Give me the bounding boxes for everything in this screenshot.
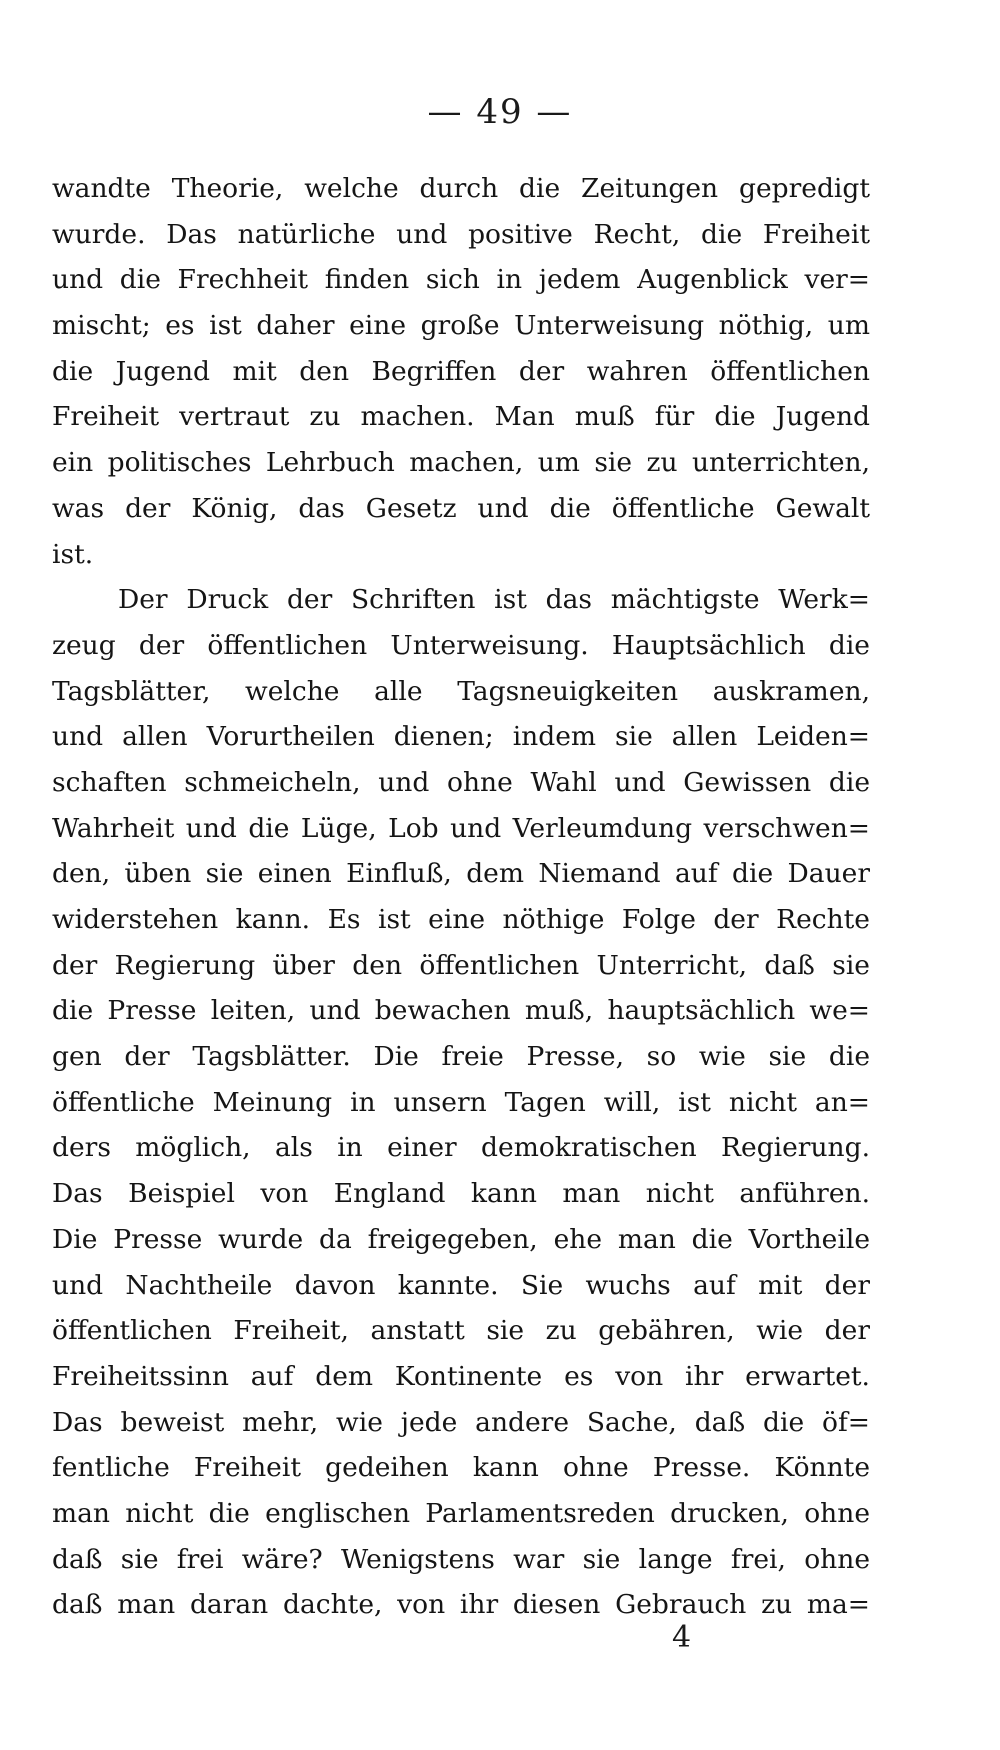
text-line: wurde. Das natürliche und positive Recht, die Freiheit bbox=[52, 218, 870, 250]
text-line: ein politisches Lehrbuch machen, um sie zu unterrichten, bbox=[52, 447, 870, 479]
text-line: widerstehen kann. Es ist eine nöthige Folge der Rechte bbox=[52, 904, 870, 935]
text-line: ders möglich, als in einer demokratischen Regierung. bbox=[52, 1132, 870, 1164]
text-line: den, üben sie einen Einfluß, dem Niemand auf die Dauer bbox=[52, 858, 870, 890]
text-line: öffentliche Meinung in unsern Tagen will, ist nicht an= bbox=[52, 1086, 870, 1118]
body-text bbox=[52, 166, 870, 1628]
text-line: daß sie frei wäre? Wenigstens war sie lange frei, ohne bbox=[52, 1543, 870, 1575]
text-line: schaften schmeicheln, und ohne Wahl und Gewissen die bbox=[52, 766, 870, 798]
text-line: daß man daran dachte, von ihr diesen Gebrauch zu ma= bbox=[52, 1589, 870, 1621]
page-number: — 49 — bbox=[427, 92, 573, 132]
text-line: Tagsblätter, welche alle Tagsneuigkeiten auskramen, bbox=[52, 675, 870, 707]
signature-mark: 4 bbox=[672, 1620, 692, 1655]
text-line: mischt; es ist daher eine große Unterweisung nöthig, um bbox=[52, 310, 870, 342]
text-line: die Jugend mit den Begriffen der wahren öffentlichen bbox=[52, 355, 870, 387]
text-line: und Nachtheile davon kannte. Sie wuchs auf mit der bbox=[52, 1269, 870, 1301]
text-line: und die Frechheit finden sich in jedem Augenblick ver= bbox=[52, 264, 870, 296]
text-line: zeug der öffentlichen Unterweisung. Hauptsächlich die bbox=[52, 629, 870, 661]
text-line: Das beweist mehr, wie jede andere Sache, daß die öf= bbox=[52, 1406, 870, 1438]
text-line: was der König, das Gesetz und die öffentliche Gewalt bbox=[52, 492, 870, 524]
text-line: Freiheit vertraut zu machen. Man muß für die Jugend bbox=[52, 401, 870, 433]
text-line: Wahrheit und die Lüge, Lob und Verleumdung verschwen= bbox=[52, 812, 870, 844]
text-line: Das Beispiel von England kann man nicht anführen. bbox=[52, 1178, 870, 1210]
text-line: öffentlichen Freiheit, anstatt sie zu gebähren, wie der bbox=[52, 1315, 870, 1347]
text-line: Der Druck der Schriften ist das mächtigste Werk= bbox=[118, 584, 870, 616]
text-line: gen der Tagsblätter. Die freie Presse, so wie sie die bbox=[52, 1041, 870, 1073]
text-line: fentliche Freiheit gedeihen kann ohne Presse. Könnte bbox=[52, 1452, 870, 1484]
text-line: ist. bbox=[52, 538, 94, 570]
text-line: wandte Theorie, welche durch die Zeitungen gepredigt bbox=[52, 173, 870, 204]
text-line: der Regierung über den öffentlichen Unterricht, daß sie bbox=[52, 949, 870, 981]
text-line: und allen Vorurtheilen dienen; indem sie allen Leiden= bbox=[52, 721, 870, 753]
text-line: die Presse leiten, und bewachen muß, hauptsächlich we= bbox=[52, 995, 870, 1027]
text-line: Die Presse wurde da freigegeben, ehe man die Vortheile bbox=[52, 1223, 870, 1255]
text-line: Freiheitssinn auf dem Kontinente es von ihr erwartet. bbox=[52, 1360, 870, 1392]
text-line: man nicht die englischen Parlamentsreden drucken, ohne bbox=[52, 1497, 870, 1529]
